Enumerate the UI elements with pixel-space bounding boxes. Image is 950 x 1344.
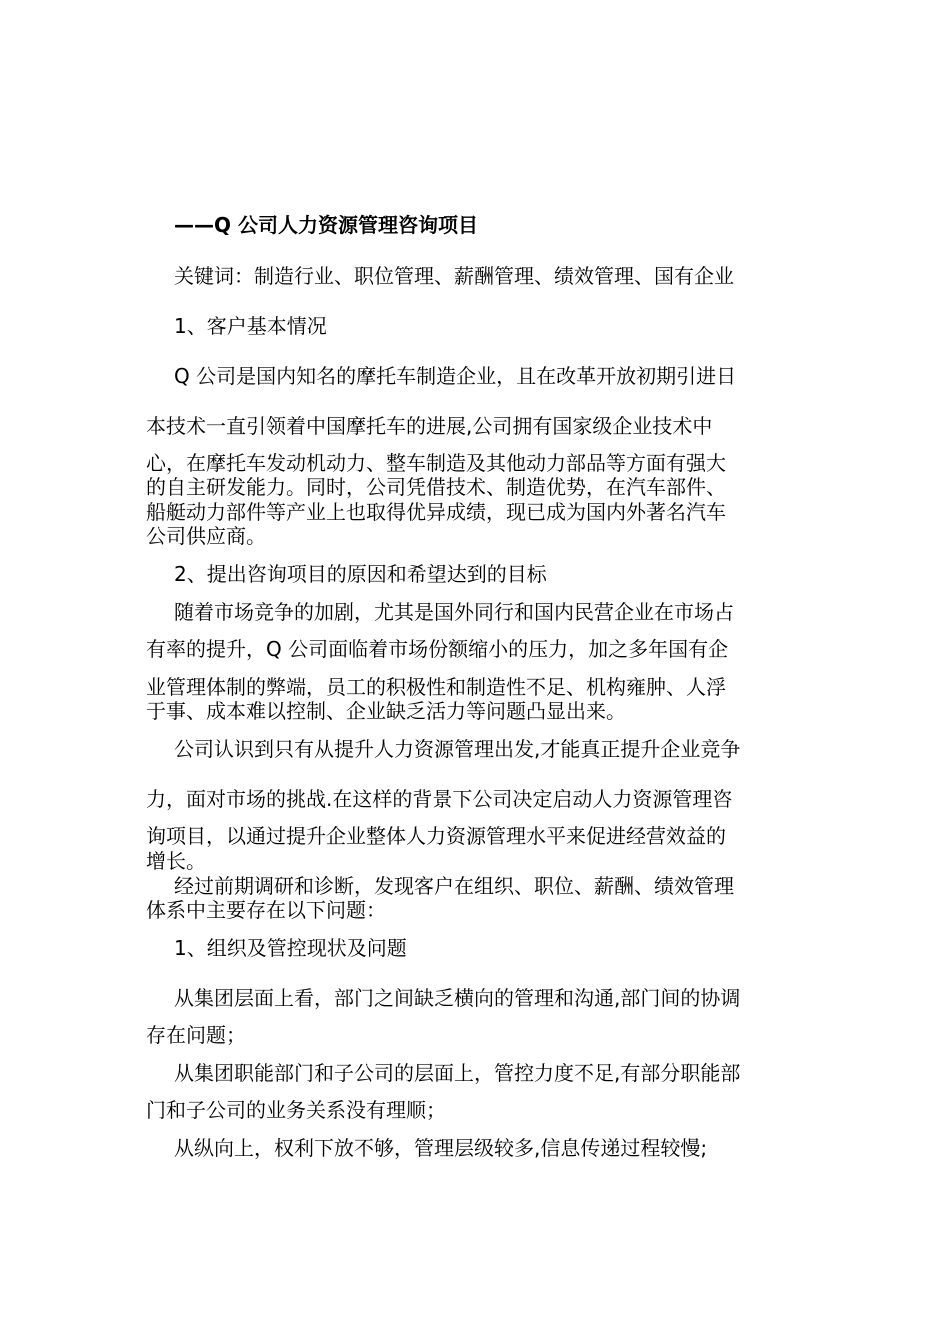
paragraph-line: 公司供应商。 <box>146 524 266 548</box>
section-heading: 1、客户基本情况 <box>174 314 327 338</box>
document-title: ——Q 公司人力资源管理咨询项目 <box>174 213 478 237</box>
section-heading: 1、组织及管控现状及问题 <box>174 936 407 960</box>
paragraph-line: 于事、成本难以控制、企业缺乏活力等问题凸显出来。 <box>146 699 626 723</box>
paragraph-line: 力，面对市场的挑战.在这样的背景下公司决定启动人力资源管理咨 <box>146 787 733 811</box>
paragraph-line: 从集团职能部门和子公司的层面上，管控力度不足,有部分职能部 <box>174 1061 741 1085</box>
paragraph-line: 的自主研发能力。同时，公司凭借技术、制造优势，在汽车部件、 <box>146 475 726 499</box>
paragraph-line: 随着市场竞争的加剧，尤其是国外同行和国内民营企业在市场占 <box>174 600 734 624</box>
paragraph-line: 心，在摩托车发动机动力、整车制造及其他动力部品等方面有强大 <box>146 451 726 475</box>
paragraph-line: 询项目，以通过提升企业整体人力资源管理水平来促进经营效益的 <box>146 824 726 848</box>
paragraph-line: 船艇动力部件等产业上也取得优异成绩，现已成为国内外著名汽车 <box>146 500 726 524</box>
paragraph-line: 本技术一直引领着中国摩托车的进展,公司拥有国家级企业技术中 <box>146 414 713 438</box>
paragraph-line: 业管理体制的弊端，员工的积极性和制造性不足、机构雍肿、人浮 <box>146 675 726 699</box>
paragraph-line: 从集团层面上看，部门之间缺乏横向的管理和沟通,部门间的协调 <box>174 986 741 1010</box>
paragraph-line: 存在问题； <box>146 1023 246 1047</box>
keywords-line: 关键词：制造行业、职位管理、薪酬管理、绩效管理、国有企业 <box>174 264 734 288</box>
paragraph-line: 体系中主要存在以下问题： <box>146 898 386 922</box>
paragraph-line: 有率的提升，Q 公司面临着市场份额缩小的压力，加之多年国有企 <box>146 637 729 661</box>
paragraph-line: 从纵向上，权利下放不够，管理层级较多,信息传递过程较慢; <box>174 1136 708 1160</box>
paragraph-line: Q 公司是国内知名的摩托车制造企业，且在改革开放初期引进日 <box>174 364 737 388</box>
paragraph-line: 门和子公司的业务关系没有理顺； <box>146 1098 446 1122</box>
paragraph-line: 公司认识到只有从提升人力资源管理出发,才能真正提升企业竞争 <box>174 737 741 761</box>
section-heading: 2、提出咨询项目的原因和希望达到的目标 <box>174 562 547 586</box>
paragraph-line: 增长。 <box>146 849 206 873</box>
paragraph-line: 经过前期调研和诊断，发现客户在组织、职位、薪酬、绩效管理 <box>174 874 734 898</box>
